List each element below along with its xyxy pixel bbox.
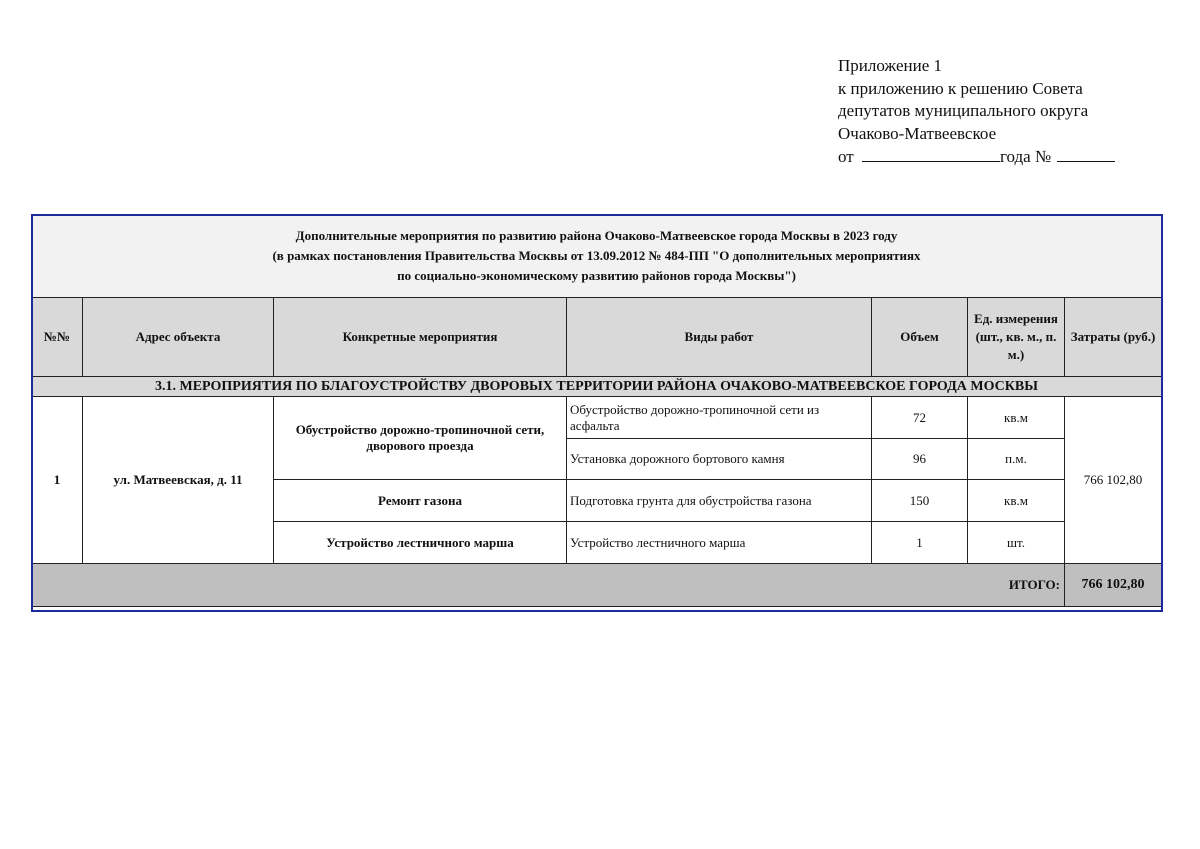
measure-name: Устройство лестничного марша	[274, 522, 567, 564]
work-volume: 1	[872, 522, 968, 564]
work-name: Установка дорожного бортового камня	[567, 439, 872, 480]
section-title: 3.1. МЕРОПРИЯТИЯ ПО БЛАГОУСТРОЙСТВУ ДВОРОВЫХ ТЕРРИТОРИИ РАЙОНА ОЧАКОВО-МАТВЕЕВСКОЕ ГОРОДА МОСКВЫ	[32, 377, 1162, 397]
header-works: Виды работ	[567, 298, 872, 377]
work-volume: 96	[872, 439, 968, 480]
work-name: Устройство лестничного марша	[567, 522, 872, 564]
measure-name: Обустройство дорожно-тропиночной сети, дворового проезда	[274, 397, 567, 480]
appendix-date-line	[838, 145, 1115, 169]
work-name: Подготовка грунта для обустройства газона	[567, 480, 872, 522]
table-row	[32, 397, 1162, 439]
item-address: ул. Матвеевская, д. 11	[83, 397, 274, 564]
table-title-line-2: (в рамках постановления Правительства Москвы от 13.09.2012 № 484-ПП "О дополнительных мероприятиях	[272, 248, 921, 263]
appendix-line-4: Очаково-Матвеевское	[838, 123, 997, 143]
work-name: Обустройство дорожно-тропиночной сети из асфальта	[567, 397, 872, 439]
measure-name: Ремонт газона	[274, 480, 567, 522]
header-volume: Объем	[872, 298, 968, 377]
appendix-line-3: депутатов муниципального округа	[838, 101, 1089, 120]
item-number: 1	[32, 397, 83, 564]
work-volume: 72	[872, 397, 968, 439]
date-blank	[862, 145, 1000, 162]
number-blank	[1057, 145, 1115, 162]
table-title	[32, 215, 1162, 298]
appendix-header	[838, 55, 1115, 169]
measures-table	[31, 214, 1162, 607]
total-row	[32, 564, 1162, 607]
date-prefix: от	[838, 147, 854, 166]
section-row	[32, 377, 1162, 397]
header-row	[32, 298, 1162, 377]
header-measures: Конкретные мероприятия	[274, 298, 567, 377]
appendix-line-2: к приложению к решению Совета	[838, 78, 1083, 98]
total-value: 766 102,80	[1065, 564, 1162, 607]
item-cost: 766 102,80	[1065, 397, 1162, 564]
work-unit: кв.м	[968, 480, 1065, 522]
total-label: ИТОГО:	[32, 564, 1065, 607]
table-title-line-3: по социально-экономическому развитию районов города Москвы")	[397, 268, 796, 283]
header-cost: Затраты (руб.)	[1065, 298, 1162, 377]
work-unit: п.м.	[968, 439, 1065, 480]
number-prefix: года №	[999, 147, 1052, 166]
header-num: №№	[32, 298, 83, 377]
appendix-title: Приложение 1	[838, 56, 942, 75]
work-volume: 150	[872, 480, 968, 522]
table-title-line-1: Дополнительные мероприятия по развитию района Очаково-Матвеевское города Москвы в 2023 году	[295, 228, 898, 243]
header-address: Адрес объекта	[83, 298, 274, 377]
work-unit: кв.м	[968, 397, 1065, 439]
header-unit: Ед. измерения (шт., кв. м., п. м.)	[968, 298, 1065, 377]
work-unit: шт.	[968, 522, 1065, 564]
